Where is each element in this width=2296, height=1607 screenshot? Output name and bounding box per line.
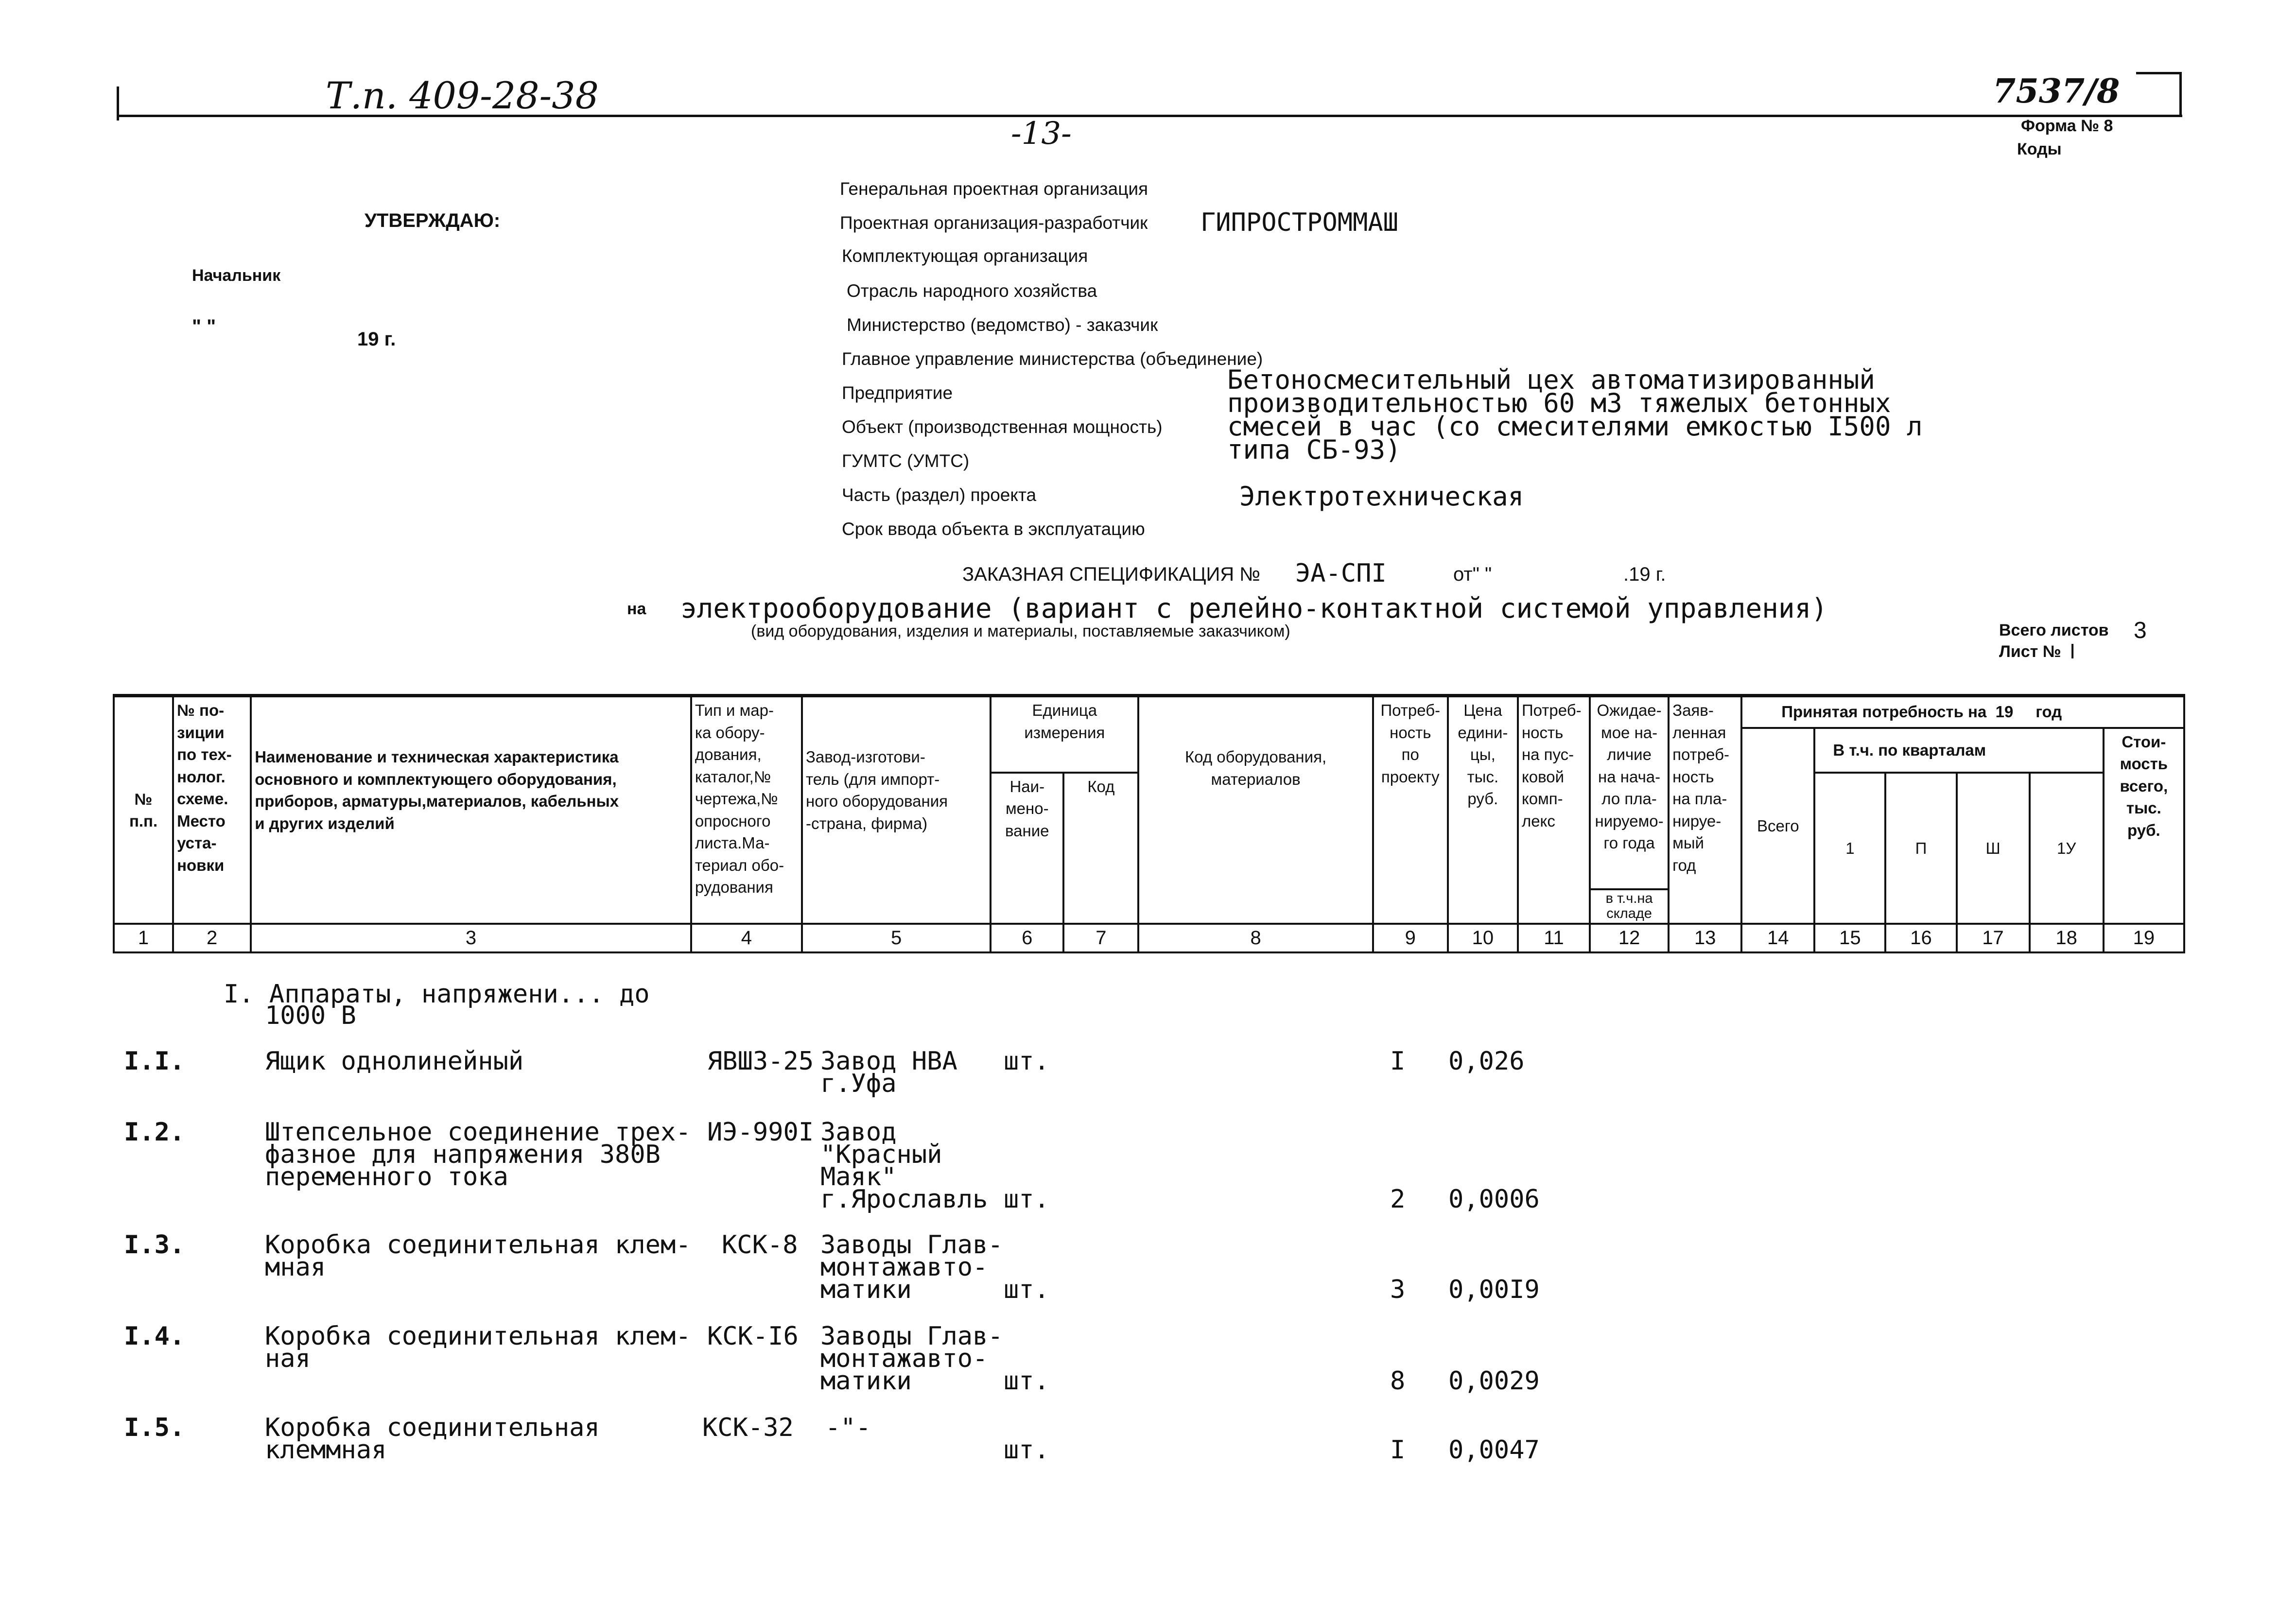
row-name: Штепсельное соединение трех-	[265, 1118, 691, 1147]
row-maker: матики	[820, 1366, 912, 1396]
row-maker: матики	[820, 1275, 912, 1304]
row-unit: шт.	[1004, 1275, 1049, 1304]
th-unit-name	[991, 773, 1063, 924]
row-maker: Заводы Глав-	[820, 1230, 1003, 1260]
form-label: Форма № 8	[2021, 117, 2113, 135]
row-type: КСК-8	[722, 1230, 798, 1260]
th-price	[1448, 696, 1518, 924]
org-label-general: Генеральная проектная организация	[840, 179, 1148, 199]
spec-subject-note: (вид оборудования, изделия и материалы, поставляемые заказчиком)	[751, 622, 1290, 640]
th-q1-text: 1	[1845, 839, 1855, 857]
object-desc-line-3: смесей в час (со смесителями емкостью I500 л	[1227, 411, 1923, 442]
spec-subject: электрооборудование (вариант с релейно-контактной системой управления)	[680, 593, 1828, 624]
org-label-main-dept: Главное управление министерства (объединение)	[842, 349, 1263, 369]
col-num: 9	[1373, 924, 1448, 952]
th-quarters-text: В т.ч. по кварталам	[1833, 741, 1986, 759]
th-quarters	[1814, 728, 2103, 773]
row-type: КСК-32	[702, 1413, 794, 1442]
sheet-label: Лист №	[1999, 642, 2061, 661]
th-name-text: Наименование и техническая характеристика основного и комплектующего оборудования, приборов, арматуры,материалов, кабельных и других изделий	[255, 748, 619, 832]
row-price: 0,0047	[1448, 1435, 1540, 1465]
col-num: 1	[114, 924, 173, 952]
approve-quotes: " "	[192, 316, 216, 337]
col-num: 16	[1885, 924, 1956, 952]
col-num: 15	[1814, 924, 1885, 952]
row-unit: шт.	[1004, 1366, 1049, 1396]
th-cost-text: Стои- мость всего, тыс. руб.	[2120, 732, 2168, 839]
row-price: 0,0006	[1448, 1185, 1540, 1214]
row-name: Коробка соединительная клем-	[265, 1230, 691, 1260]
th-declared	[1669, 696, 1741, 924]
col-num: 17	[1957, 924, 2030, 952]
th-expected	[1590, 696, 1669, 889]
org-label-complect: Комплектующая организация	[842, 246, 1088, 266]
col-num: 4	[691, 924, 802, 952]
row-price: 0,00I9	[1448, 1275, 1540, 1304]
th-declared-text: Заяв- ленная потреб- ность на пла- нируе- мый год	[1672, 701, 1729, 874]
spec-number: ЭА-СПI	[1295, 559, 1387, 588]
col-num: 8	[1138, 924, 1373, 952]
row-type: ИЭ-990I	[707, 1118, 814, 1147]
org-label-deadline: Срок ввода объекта в эксплуатацию	[842, 519, 1145, 539]
org-value-part: Электротехническая	[1239, 481, 1524, 512]
row-name: переменного тока	[265, 1162, 508, 1192]
row-maker: монтажавто-	[820, 1344, 988, 1373]
row-maker: г.Уфа	[820, 1069, 897, 1098]
col-num: 12	[1590, 924, 1669, 952]
row-name: Коробка соединительная	[265, 1413, 600, 1442]
th-code-text: Код оборудования, материалов	[1185, 748, 1327, 788]
total-sheets-label: Всего листов	[1999, 621, 2109, 639]
row-name: Ящик однолинейный	[265, 1047, 524, 1076]
col-num: 10	[1448, 924, 1518, 952]
row-qty: I	[1390, 1435, 1406, 1465]
section-title-line-1: I. Аппараты, напряжени... до	[224, 980, 650, 1009]
col-num: 3	[251, 924, 691, 952]
th-total	[1741, 728, 1814, 924]
th-name	[251, 696, 691, 924]
row-name: ная	[265, 1344, 311, 1373]
col-num: 2	[173, 924, 251, 952]
row-price: 0,0029	[1448, 1366, 1540, 1396]
org-label-branch: Отрасль народного хозяйства	[847, 281, 1097, 301]
object-desc-line-4: типа СБ-93)	[1227, 434, 1401, 465]
th-unit-name-text: Наи- мено- вание	[1005, 777, 1049, 840]
row-qty: 3	[1390, 1275, 1406, 1304]
spec-table	[113, 694, 2185, 953]
page-number: -13-	[1011, 116, 1072, 152]
th-start	[1518, 696, 1590, 924]
section-title-line-2: 1000 В	[265, 1001, 356, 1030]
th-q3	[1957, 773, 2030, 924]
col-num: 14	[1741, 924, 1814, 952]
row-maker: Заводы Глав-	[820, 1322, 1003, 1351]
spec-title: ЗАКАЗНАЯ СПЕЦИФИКАЦИЯ №	[962, 564, 1261, 585]
th-start-text: Потреб- ность на пус- ковой комп- лекс	[1521, 701, 1582, 830]
row-price: 0,026	[1448, 1047, 1525, 1076]
org-label-part: Часть (раздел) проекта	[842, 485, 1037, 505]
org-value-developer: ГИПРОСТРОММАШ	[1200, 208, 1398, 237]
row-num: I.4.	[124, 1322, 185, 1351]
row-maker: монтажавто-	[820, 1253, 988, 1282]
chief-label: Начальник	[192, 266, 281, 285]
th-need	[1373, 696, 1448, 924]
th-type	[691, 696, 802, 924]
row-qty: I	[1390, 1047, 1406, 1076]
th-pos	[173, 696, 251, 924]
th-q3-text: Ш	[1985, 839, 2000, 857]
org-label-object: Объект (производственная мощность)	[842, 417, 1163, 437]
row-name: Коробка соединительная клем-	[265, 1322, 691, 1351]
th-accepted	[1741, 696, 2184, 728]
row-unit: шт.	[1004, 1185, 1049, 1214]
col-num: 13	[1669, 924, 1741, 952]
th-unit-text: Единица измерения	[1024, 701, 1105, 742]
row-maker: Завод	[820, 1118, 897, 1147]
row-name: фазное для напряжения 380В	[265, 1140, 661, 1169]
th-num-text: № п.п.	[129, 790, 158, 830]
th-q4	[2030, 773, 2104, 924]
th-need-text: Потреб- ность по проекту	[1380, 701, 1441, 786]
th-q4-text: 1У	[2056, 839, 2076, 857]
th-cost	[2104, 728, 2184, 924]
col-num: 11	[1518, 924, 1590, 952]
th-pos-text: № по- зиции по тех- нолог. схеме. Место уста- новки	[177, 701, 232, 874]
row-num: I.I.	[124, 1047, 185, 1076]
row-maker: Завод НВА	[820, 1047, 957, 1076]
project-code: Т.п. 409-28-38	[326, 74, 599, 117]
row-num: I.2.	[124, 1118, 185, 1147]
th-q1	[1814, 773, 1885, 924]
row-unit: шт.	[1004, 1047, 1049, 1076]
th-accepted-text: Принятая потребность на 19 год	[1781, 703, 2062, 721]
col-num: 6	[991, 924, 1063, 952]
row-type: ЯВШЗ-25	[707, 1047, 814, 1076]
th-unit-code-text: Код	[1087, 777, 1115, 795]
total-sheets-value: 3	[2134, 618, 2147, 643]
row-qty: 2	[1390, 1185, 1406, 1214]
col-num: 19	[2104, 924, 2184, 952]
th-total-text: Всего	[1757, 816, 1799, 835]
org-label-ministry: Министерство (ведомство) - заказчик	[847, 315, 1158, 335]
row-maker: -"-	[825, 1413, 871, 1442]
row-unit: шт.	[1004, 1435, 1049, 1465]
row-num: I.3.	[124, 1230, 185, 1260]
th-type-text: Тип и мар- ка обору- дования, каталог,№ чертежа,№ опросного листа.Ма- териал обо- рудования	[695, 701, 784, 897]
th-q2-text: П	[1915, 839, 1927, 857]
row-maker: Маяк"	[820, 1162, 897, 1192]
row-num: I.5.	[124, 1413, 185, 1442]
org-label-enterprise: Предприятие	[842, 383, 953, 403]
col-num: 18	[2030, 924, 2104, 952]
spec-na: на	[627, 600, 646, 618]
object-desc-line-1: Бетоносмесительный цех автоматизированный	[1227, 364, 1875, 395]
th-num	[114, 696, 173, 924]
row-name: клеммная	[265, 1435, 387, 1465]
top-right-bracket	[2179, 72, 2182, 117]
row-maker: "Красный	[820, 1140, 942, 1169]
th-maker-text: Завод-изготови- тель (для импорт- ного оборудования -страна, фирма)	[805, 748, 948, 832]
row-name: мная	[265, 1253, 326, 1282]
column-numbers-row	[114, 924, 2184, 952]
approve-title: УТВЕРЖДАЮ:	[365, 210, 501, 231]
th-maker	[802, 696, 991, 924]
org-label-gumts: ГУМТС (УМТС)	[842, 451, 970, 471]
th-q2	[1885, 773, 1956, 924]
th-expected-sub-text: в т.ч.на складе	[1605, 890, 1653, 922]
th-code	[1138, 696, 1373, 924]
row-qty: 8	[1390, 1366, 1406, 1396]
doc-number: 7537/8	[1993, 72, 2120, 111]
codes-label: Коды	[2017, 140, 2062, 158]
row-type: КСК-I6	[707, 1322, 799, 1351]
col-num: 5	[802, 924, 991, 952]
row-maker: г.Ярославль	[820, 1185, 988, 1214]
th-unit	[991, 696, 1138, 773]
spec-year: .19 г.	[1623, 564, 1666, 585]
top-right-tick	[2136, 72, 2182, 74]
spec-from: от" "	[1453, 564, 1492, 585]
th-unit-code	[1063, 773, 1138, 924]
th-expected-sub	[1590, 889, 1669, 924]
sheet-value: I	[2070, 639, 2076, 663]
th-price-text: Цена едини- цы, тыс. руб.	[1458, 701, 1508, 808]
object-desc-line-2: производительностью 60 м3 тяжелых бетонных	[1227, 388, 1891, 418]
org-label-developer: Проектная организация-разработчик	[840, 213, 1148, 233]
approve-year: 19 г.	[357, 328, 396, 350]
col-num: 7	[1063, 924, 1138, 952]
th-expected-text: Ожидае- мое на- личие на нача- ло пла- нируемо- го года	[1595, 701, 1664, 852]
